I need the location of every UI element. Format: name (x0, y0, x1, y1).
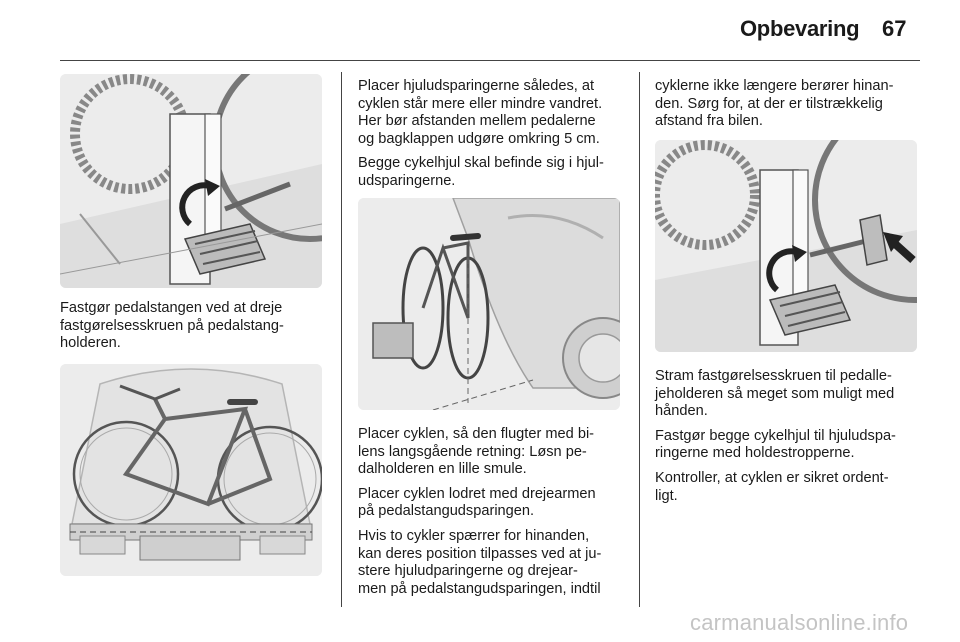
column-separator-1 (341, 72, 342, 607)
figure-bike-side-view (358, 198, 620, 410)
paragraph: Hvis to cykler spærrer for hinanden, kan deres position tilpasses ved at ju- stere hjuludparingerne og drejear- men på pedalstangudsparingen, indtil (358, 527, 602, 597)
column-separator-2 (639, 72, 640, 607)
caption-pedal-holder (60, 300, 332, 360)
watermark-text: carmanualsonline.info (690, 610, 909, 635)
column-2-top-text (358, 78, 634, 198)
page-number: 67 (882, 16, 907, 41)
paragraph: Placer hjuludsparingerne således, at cyklen står mere eller mindre vandret. Her bør afstanden mellem pedalerne og bagklappen udgøre omkring 5 cm. (358, 78, 603, 147)
column-3-bottom-text (655, 368, 927, 512)
pedal-holder-illustration (60, 74, 322, 288)
paragraph: cyklerne ikke længere berører hinan- den. Sørg for, at der er tilstrækkelig afstand fra bilen. (655, 78, 894, 130)
paragraph: Placer cyklen, så den flugter med bi- lens langsgående retning: Løsn pe- dalholderen en lille smule. (358, 426, 595, 478)
bike-rear-illustration (60, 364, 322, 576)
column-2-bottom-text (358, 426, 634, 605)
figure-bike-rear-view (60, 364, 322, 576)
paragraph: Stram fastgørelsesskruen til pedalle- jeholderen så meget som muligt med hånden. (655, 368, 895, 420)
column-3-top-text (655, 78, 927, 138)
figure-pedal-holder (60, 74, 322, 288)
paragraph: Kontroller, at cyklen er sikret ordent- ligt. (655, 469, 889, 504)
header-rule (60, 60, 920, 61)
figure-fastening-screw (655, 140, 917, 352)
paragraph: Placer cyklen lodret med drejearmen på pedalstangudsparingen. (358, 485, 596, 520)
paragraph: Fastgør pedalstangen ved at dreje fastgørelsesskruen på pedalstang- holderen. (60, 300, 284, 352)
page-title: Opbevaring (740, 16, 860, 41)
bike-side-illustration (358, 198, 620, 410)
fastening-screw-illustration (655, 140, 917, 352)
paragraph: Fastgør begge cykelhjul til hjuludspa- ringerne med holdestropperne. (655, 427, 896, 462)
paragraph: Begge cykelhjul skal befinde sig i hjul- udsparingerne. (358, 155, 604, 189)
